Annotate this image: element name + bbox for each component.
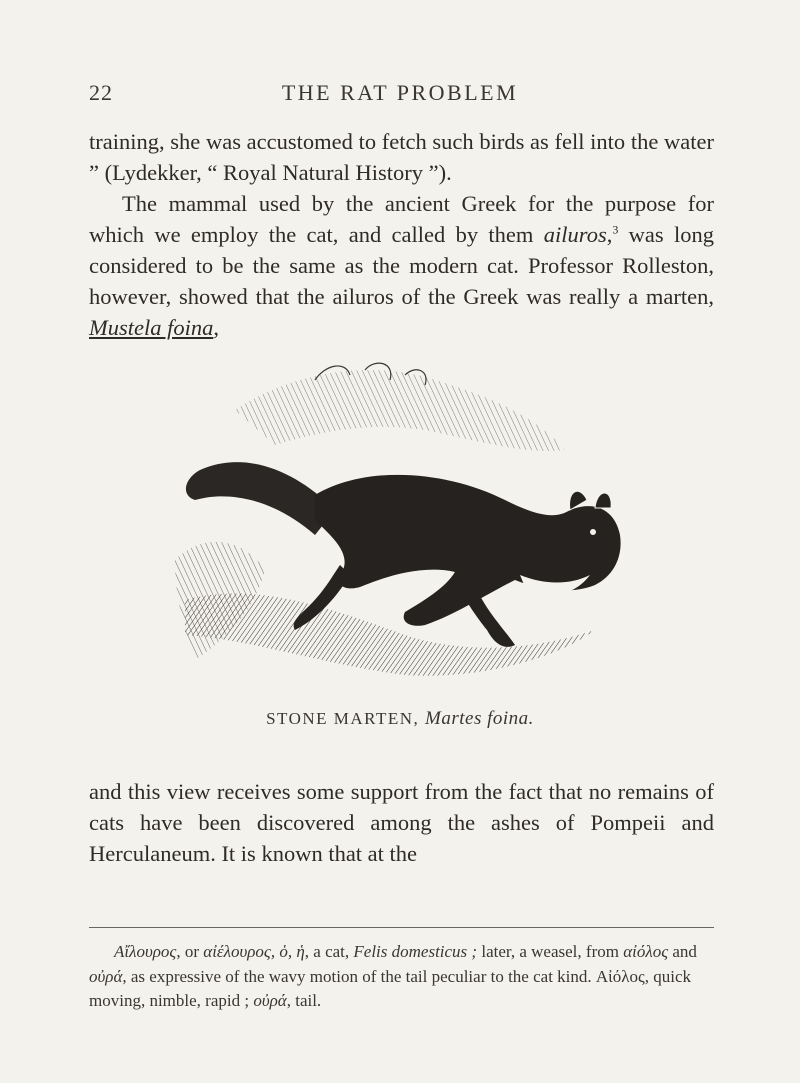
page-header <box>0 80 800 110</box>
mustela-foina-italic: Mustela foina <box>89 315 214 340</box>
marten-eye <box>590 529 596 535</box>
paragraph-3: and this view receives some support from the fact that no remains of cats have been discovered among the ashes of Pompeii and Herculaneum. It is known that at the <box>89 779 714 866</box>
stone-marten-engraving <box>175 360 625 690</box>
footnote-text: Αἴλουρος, or αἰέλουρος, ὁ, ἡ, a cat, Felis domesticus ; later, a weasel, from αἰόλος and οὐρά, as expressive of the wavy motion of the tail peculiar to the cat kind. Αἰόλος, quick moving, nimble, rapid ; οὐρά, tail. <box>89 942 697 1010</box>
body-text-bottom <box>89 776 714 869</box>
foliage-top <box>235 370 565 451</box>
ailuros-italic: ailuros <box>543 222 607 247</box>
page-number: 22 <box>89 80 113 105</box>
caption-latin-name: Martes foina. <box>425 708 534 729</box>
footnote-rule <box>89 927 714 928</box>
footnote <box>89 940 714 1014</box>
paragraph-1: training, she was accustomed to fetch such birds as fell into the water ” (Lydekker, “ Royal Natural History ”). <box>89 129 714 185</box>
footnote-marker: 3 <box>612 222 619 237</box>
figure-caption: STONE MARTEN, Martes foina. <box>266 708 534 729</box>
paragraph-2: The mammal used by the ancient Greek for the purpose for which we employ the cat, and called by them ailuros,$^3$ was long considered to be the same as the modern cat. Professor Rolleston, however, showed that the ailuros of the Greek was really a marten, Mustela foina, <box>89 191 714 340</box>
marten-tail <box>186 462 335 535</box>
marten-ear-right <box>595 493 611 508</box>
body-text-top <box>89 126 714 343</box>
running-title: THE RAT PROBLEM <box>281 80 519 105</box>
